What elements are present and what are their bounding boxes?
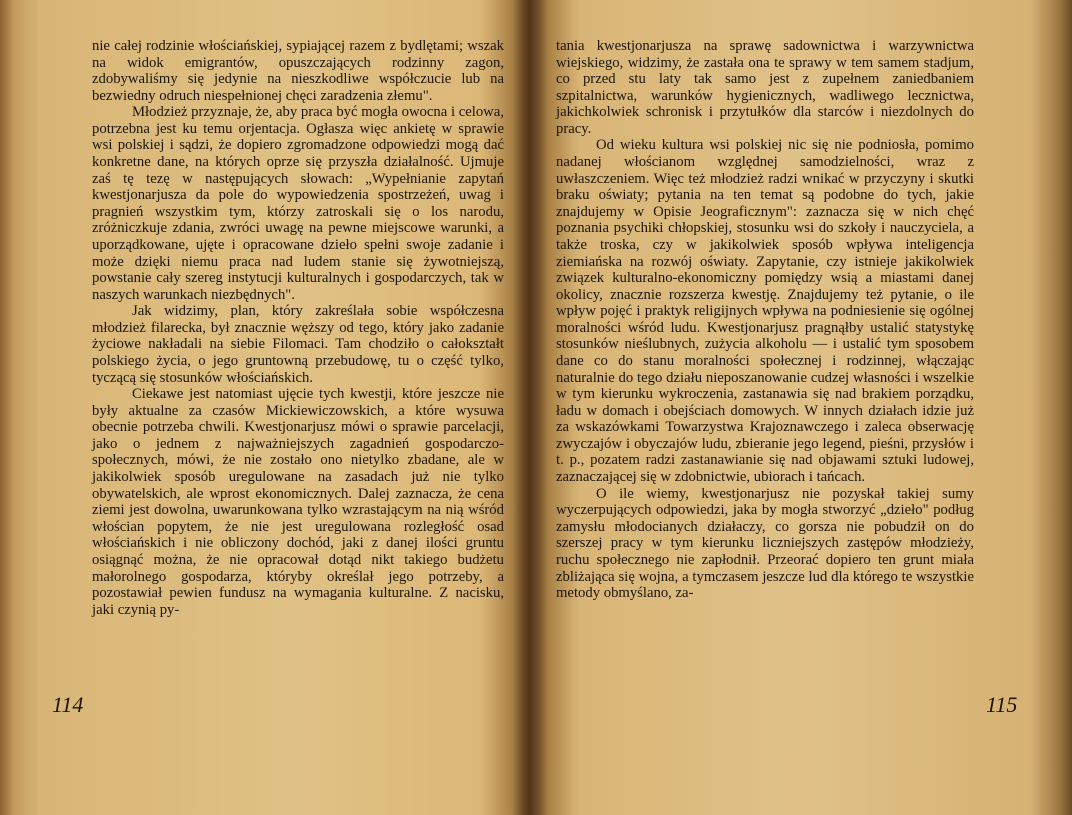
left-page-number: 114 — [52, 692, 84, 717]
book-gutter — [512, 0, 548, 815]
left-paragraph-1: nie całej rodzinie włościańskiej, sypiającej razem z bydlętami; wszak na widok emigrantów, opuszczających rodzinny zagon, zdobywaliśmy się jedynie na nieszkodliwe współczucie lub na bezwiedny odruch niespełnionej chęci zaradzenia złemu". — [92, 38, 504, 104]
left-page-text — [92, 38, 504, 618]
right-paragraph-1: tania kwestjonarjusza na sprawę sadownictwa i warzywnictwa wiejskiego, widzimy, że zastała ona te sprawy w tem samem stadjum, co przed stu laty tak samo jest z zupełnem zaniedbaniem szpitalnictwa, warunków hygienicznych, wadliwego lecznictwa, jakichkolwiek schronisk i przytułków dla starców i niezdolnych do pracy. — [556, 38, 974, 137]
right-paragraph-2: Od wieku kultura wsi polskiej nic się nie podniosła, pomimo nadanej włościanom względnej samodzielności, wraz z uwłaszczeniem. Więc też młodzież radzi wnikać w przyczyny i skutki braku oświaty; pytania na ten temat są podobne do tych, jakie znajdujemy w Opisie Jeograficznym": zaznacza się w nich chęć poznania psychiki chłopskiej, stosunku wsi do szkoły i nauczyciela, a także troska, czy w jakikolwiek sposób wpływa inteligencja ziemiańska na rozwój oświaty. Zapytanie, czy istnieje jakikolwiek związek kulturalno-ekonomiczny pomiędzy wsią a miastami danej okolicy, znacznie rozszerza kwestję. Znajdujemy też pytanie, o ile wpływ pojęć i praktyk religijnych wpływa na podniesienie się ogólnej moralności wśród ludu. Kwestjonarjusz pragnąłby ustalić statystykę stosunków nieślubnych, zużycia alkoholu — i ustalić tym sposobem dane co do stanu moralności społecznej i rodzinnej, włączając naturalnie do tego działu nieposzanowanie cudzej własności i wszelkie w tym kierunku wykroczenia, zastanawia się nad brakiem porządku, ładu w domach i obejściach domowych. W innych działach idzie już za wskazówkami Towarzystwa Krajoznawczego i zaleca obserwację zwyczajów i obyczajów ludu, zbieranie jego legend, pieśni, przysłów i t. p., pozatem radzi zastanawianie się nad objawami sztuki ludowej, zaznaczającej się w zdobnictwie, ubiorach i tańcach. — [556, 137, 974, 486]
right-page-text — [556, 38, 974, 602]
left-paragraph-4: Ciekawe jest natomiast ujęcie tych kwestji, które jeszcze nie były aktualne za czasów Mickiewiczowskich, a które wysuwa obecnie potrzeba chwili. Kwestjonarjusz mówi o sprawie parcelacji, jako o jednem z najważniejszych zagadnień gospodarczo-społecznych, mówi, że nie zostało ono nietylko zbadane, ale w jakikolwiek sposób uregulowane na zasadach już nie tylko obywatelskich, ale wprost ekonomicznych. Dalej zaznacza, że cena ziemi jest dowolna, uwarunkowana tylko wzrastającym na nią wśród włościan popytem, że nie jest uregulowana rozległość osad włościańskich i nie obliczony dochód, jaki z danej ilości gruntu osiągnąć można, że nie opracował dotąd nikt takiego budżetu małorolnego gospodarza, któryby określał jego potrzeby, a pozostawiał pewien fundusz na wymagania kulturalne. Z nacisku, jaki czynią py- — [92, 386, 504, 618]
left-paragraph-2: Młodzież przyznaje, że, aby praca być mogła owocna i celowa, potrzebna jest ku temu orjentacja. Ogłasza więc ankietę w sprawie wsi polskiej i sądzi, że dopiero zgromadzone odpowiedzi mogą dać konkretne dane, na których oprze się przyszła działalność. Ujmuje zaś tę tezę w następujących słowach: „Wypełnianie zapytań kwestjonarjusza da pole do wypowiedzenia spostrzeżeń, uwag i pragnień wszystkim tym, którzy zatroskali się o los narodu, zróżniczkuje zdania, zwróci uwagę na pewne miejscowe warunki, a uporządkowane, ujęte i opracowane dzieło spełni swoje zadanie i może dzięki niemu praca nad ludem stanie się żywotniejszą, powstanie cały szereg instytucji kulturalnych i gospodarczych, tak w naszych warunkach niezbędnych". — [92, 104, 504, 303]
right-page-number: 115 — [986, 692, 1018, 717]
right-paragraph-3: O ile wiemy, kwestjonarjusz nie pozyskał takiej sumy wyczerpujących odpowiedzi, jaka by mogła stworzyć „dzieło" podług zamysłu młodocianych działaczy, co gorsza nie pobudził on do szerszej pracy w tym kierunku liczniejszych zastępów młodzieży, ruchu społecznego nie zapłodnił. Przeorać dopiero ten grunt miała zbliżająca się wojna, a tymczasem jeszcze lud dla którego te wszystkie metody obmyślano, za- — [556, 485, 974, 602]
left-paragraph-3: Jak widzimy, plan, który zakreślała sobie współczesna młodzież filarecka, był znacznie węższy od tego, który jako zadanie życiowe nakładali na siebie Filomaci. Tam chodziło o całokształt polskiego życia, o jego gruntowną przebudowę, tu o część tylko, tyczącą się stosunków włościańskich. — [92, 303, 504, 386]
